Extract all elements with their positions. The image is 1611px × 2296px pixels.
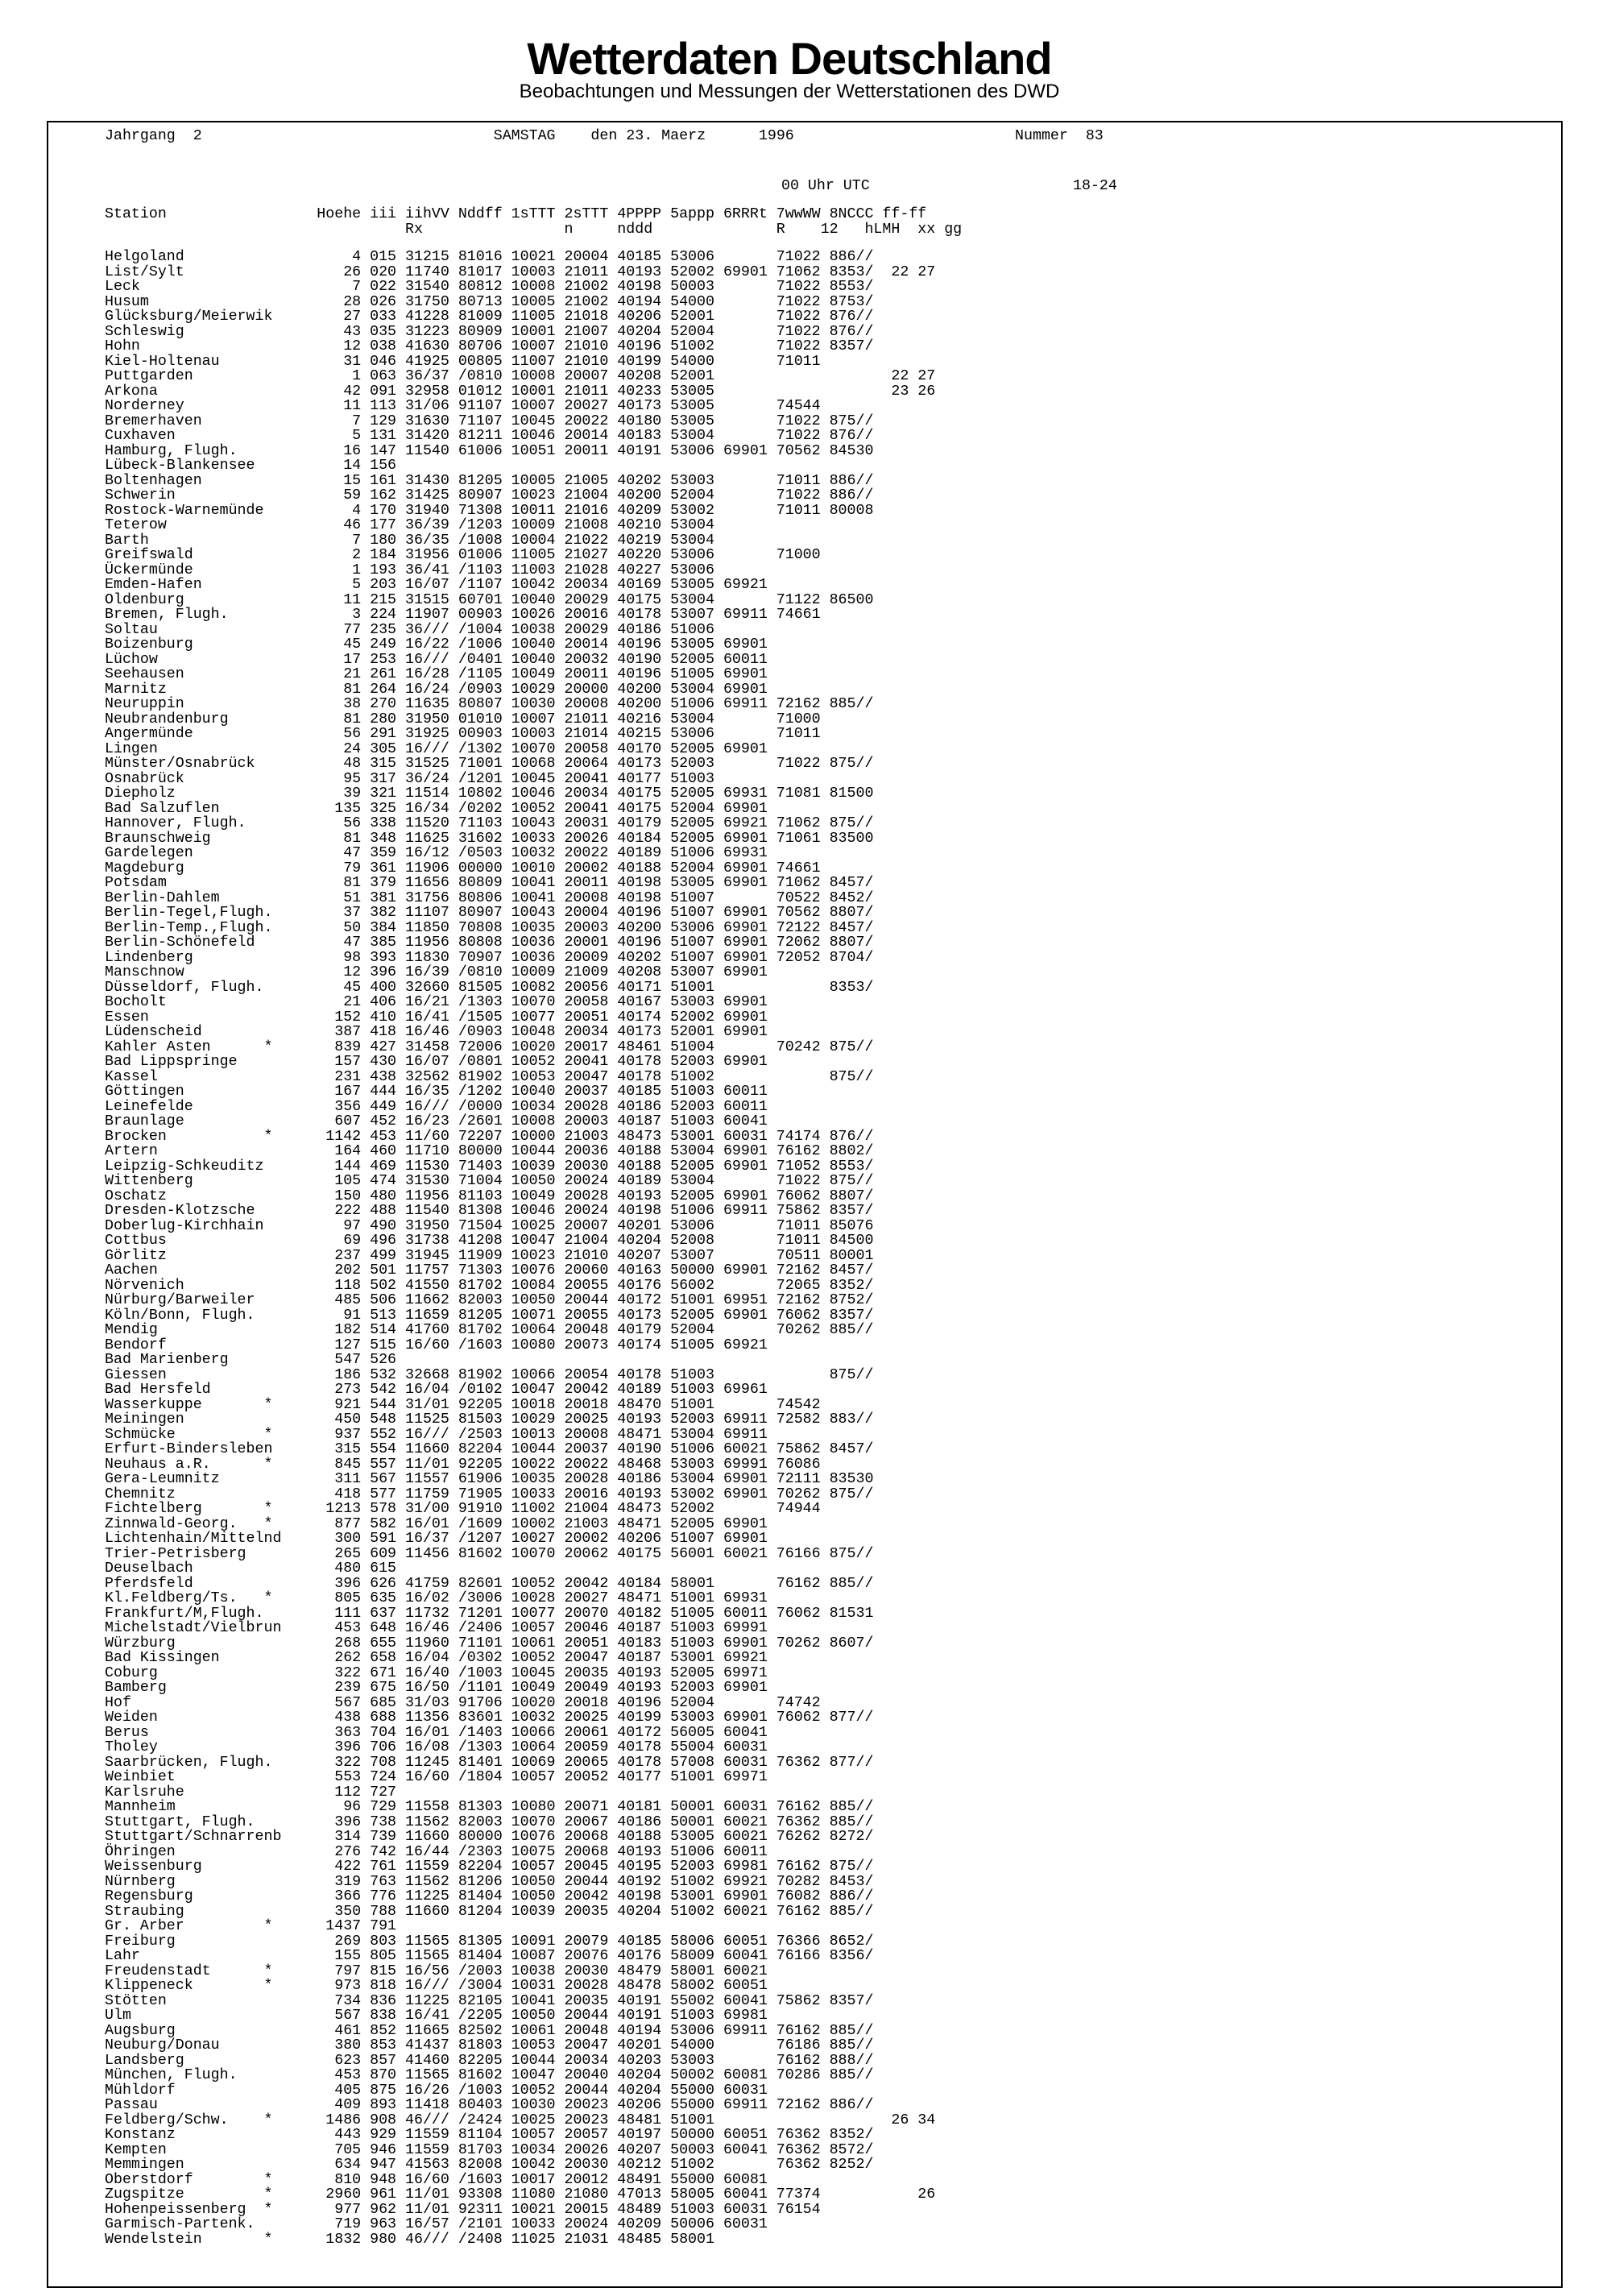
table-row: Straubing 350 788 11660 81204 10039 20035 40204 51002 60021 76162 885// (105, 1903, 874, 1920)
table-row: Tholey 396 706 16/08 /1303 10064 20059 40178 55004 60031 (105, 1739, 768, 1755)
table-row: Lüchow 17 253 16/// /0401 10040 20032 40190 52005 60011 (105, 651, 768, 668)
table-row: Görlitz 237 499 31945 11909 10023 21010 40207 53007 70511 80001 (105, 1247, 874, 1264)
table-row: Lahr 155 805 11565 81404 10087 20076 40176 58009 60041 76166 8356/ (105, 1948, 874, 1964)
table-row: Oberstdorf * 810 948 16/60 /1603 10017 20012 48491 55000 60081 (105, 2171, 768, 2188)
table-row: Weinbiet 553 724 16/60 /1804 10057 20052 40177 51001 69971 (105, 1769, 768, 1785)
table-row: Berus 363 704 16/01 /1403 10066 20061 40172 56005 60041 (105, 1724, 768, 1741)
frame-border-left (47, 121, 48, 2288)
table-row: Diepholz 39 321 11514 10802 10046 20034 40175 52005 69931 71081 81500 (105, 785, 874, 802)
table-row: Puttgarden 1 063 36/37 /0810 10008 20007 40208 52001 22 27 (105, 368, 936, 384)
table-row: Karlsruhe 112 727 (105, 1784, 397, 1801)
date: den 23. Maerz (590, 128, 706, 144)
table-row: Ulm 567 838 16/41 /2205 10050 20044 40191 51003 69981 (105, 2008, 768, 2024)
table-row: Arkona 42 091 32958 01012 10001 21011 40233 53005 23 26 (105, 383, 936, 400)
table-row: Giessen 186 532 32668 81902 10066 20054 40178 51003 875// (105, 1366, 874, 1383)
table-row: Lingen 24 305 16/// /1302 10070 20058 40170 52005 69901 (105, 740, 768, 757)
table-row: Regensburg 366 776 11225 81404 10050 20042 40198 53001 69901 76082 886// (105, 1888, 874, 1904)
table-row: Wendelstein * 1832 980 46/// /2408 11025 21031 48485 58001 (105, 2231, 714, 2248)
table-row: Bremerhaven 7 129 31630 71107 10045 20022 40180 53005 71022 875// (105, 412, 874, 429)
table-row: Oldenburg 11 215 31515 60701 10040 20029 40175 53004 71122 86500 (105, 591, 874, 608)
table-row: Wittenberg 105 474 31530 71004 10050 20024 40189 53004 71022 875// (105, 1173, 874, 1189)
table-row: Pferdsfeld 396 626 41759 82601 10052 20042 40184 58001 76162 885// (105, 1575, 874, 1592)
table-row: Neubrandenburg 81 280 31950 01010 10007 21011 40216 53004 71000 (105, 711, 821, 727)
table-row: Brocken * 1142 453 11/60 72207 10000 21003 48473 53001 60031 74174 876// (105, 1128, 874, 1145)
nummer-value: 83 (1085, 128, 1104, 144)
table-row: Aachen 202 501 11757 71303 10076 20060 40163 50000 69901 72162 8457/ (105, 1262, 874, 1279)
station-table (105, 250, 935, 2247)
table-row: Michelstadt/Vielbrun 453 648 16/46 /2406 10057 20046 40187 51003 69991 (105, 1620, 768, 1636)
column-header-row-2: Rx n nddd R 12 hLMH xx gg (105, 222, 963, 238)
table-row: Essen 152 410 16/41 /1505 10077 20051 40174 52002 69901 (105, 1009, 768, 1026)
table-row: Leipzig-Schkeuditz 144 469 11530 71403 10039 20030 40188 52005 69901 71052 8553/ (105, 1158, 874, 1175)
table-row: Trier-Petrisberg 265 609 11456 81602 10070 20062 40175 56001 60021 76166 875// (105, 1545, 874, 1562)
table-row: Deuselbach 480 615 (105, 1560, 397, 1577)
table-row: Chemnitz 418 577 11759 71905 10033 20016 40193 53002 69901 70262 875// (105, 1486, 874, 1502)
table-row: Lindenberg 98 393 11830 70907 10036 20009 40202 51007 69901 72052 8704/ (105, 949, 874, 966)
table-row: Bremen, Flugh. 3 224 11907 00903 10026 20016 40178 53007 69911 74661 (105, 607, 821, 623)
table-row: Schmücke * 937 552 16/// /2503 10013 20008 48471 53004 69911 (105, 1426, 768, 1443)
table-row: Saarbrücken, Flugh. 322 708 11245 81401 10069 20065 40178 57008 60031 76362 877// (105, 1754, 874, 1771)
table-row: Schwerin 59 162 31425 80907 10023 21004 40200 52004 71022 886// (105, 487, 874, 504)
table-row: Kiel-Holtenau 31 046 41925 00805 11007 21010 40199 54000 71011 (105, 353, 821, 370)
table-row: Frankfurt/M,Flugh. 111 637 11732 71201 10077 20070 40182 51005 60011 76062 81531 (105, 1605, 874, 1622)
table-row: Feldberg/Schw. * 1486 908 46/// /2424 10025 20023 48481 51001 26 34 (105, 2112, 936, 2128)
table-row: Lichtenhain/Mittelnd 300 591 16/37 /1207 10027 20002 40206 51007 69901 (105, 1531, 768, 1547)
table-row: Hohn 12 038 41630 80706 10007 21010 40196 51002 71022 8357/ (105, 338, 874, 354)
table-row: Osnabrück 95 317 36/24 /1201 10045 20041 40177 51003 (105, 770, 714, 787)
table-row: Berlin-Schönefeld 47 385 11956 80808 10036 20001 40196 51007 69901 72062 8807/ (105, 935, 874, 951)
table-row: Weissenburg 422 761 11559 82204 10057 20045 40195 52003 69981 76162 875// (105, 1859, 874, 1875)
table-row: Würzburg 268 655 11960 71101 10061 20051 40183 51003 69901 70262 8607/ (105, 1635, 874, 1652)
table-row: Kl.Feldberg/Ts. * 805 635 16/02 /3006 10028 20027 48471 51001 69931 (105, 1590, 768, 1606)
table-row: Husum 28 026 31750 80713 10005 21002 40194 54000 71022 8753/ (105, 293, 874, 310)
year: 1996 (758, 128, 794, 144)
table-row: Bad Kissingen 262 658 16/04 /0302 10052 20047 40187 53001 69921 (105, 1650, 768, 1666)
table-row: Neuruppin 38 270 11635 80807 10030 20008 40200 51006 69911 72162 885// (105, 696, 874, 712)
table-row: Artern 164 460 11710 80000 10044 20036 40188 53004 69901 76162 8802/ (105, 1143, 874, 1159)
table-row: Nürnberg 319 763 11562 81206 10050 20044 40192 51002 69921 70282 8453/ (105, 1873, 874, 1890)
table-row: Angermünde 56 291 31925 00903 10003 21014 40215 53006 71011 (105, 726, 821, 742)
table-row: Bocholt 21 406 16/21 /1303 10070 20058 40167 53003 69901 (105, 994, 768, 1010)
table-row: Weiden 438 688 11356 83601 10032 20025 40199 53003 69901 76062 877// (105, 1710, 874, 1726)
table-row: Lübeck-Blankensee 14 156 (105, 458, 397, 474)
table-row: Stötten 734 836 11225 82105 10041 20035 40191 55002 60041 75862 8357/ (105, 1992, 874, 2009)
table-row: München, Flugh. 453 870 11565 81602 10047 20040 40204 50002 60081 70286 885// (105, 2067, 874, 2083)
table-row: Bad Salzuflen 135 325 16/34 /0202 10052 20041 40175 52004 69901 (105, 800, 768, 817)
frame-border-bottom (47, 2286, 1563, 2288)
table-row: Düsseldorf, Flugh. 45 400 32660 81505 10082 20056 40171 51001 8353/ (105, 979, 874, 996)
page-title: Wetterdaten Deutschland (527, 33, 1052, 84)
table-row: Mendig 182 514 41760 81702 10064 20048 40179 52004 70262 885// (105, 1322, 874, 1338)
table-row: Seehausen 21 261 16/28 /1105 10049 20011 40196 51005 69901 (105, 666, 768, 682)
table-row: Emden-Hafen 5 203 16/07 /1107 10042 20034 40169 53005 69921 (105, 577, 768, 593)
table-row: Neuburg/Donau 380 853 41437 81803 10053 20047 40201 54000 76186 885// (105, 2037, 874, 2054)
table-row: Kempten 705 946 11559 81703 10034 20026 40207 50003 60041 76362 8572/ (105, 2141, 874, 2158)
table-row: Bamberg 239 675 16/50 /1101 10049 20049 40193 52003 69901 (105, 1680, 768, 1696)
table-row: Potsdam 81 379 11656 80809 10041 20011 40198 53005 69901 71062 8457/ (105, 875, 874, 891)
table-row: Erfurt-Bindersleben 315 554 11660 82204 10044 20037 40190 51006 60021 75862 8457/ (105, 1441, 874, 1457)
table-row: Teterow 46 177 36/39 /1203 10009 21008 40210 53004 (105, 517, 714, 533)
table-row: Leck 7 022 31540 80812 10008 21002 40198 50003 71022 8553/ (105, 279, 874, 295)
table-row: Freiburg 269 803 11565 81305 10091 20079 40185 58006 60051 76366 8652/ (105, 1933, 874, 1950)
column-header-row-1: Station Hoehe iii iihVV Nddff 1sTTT 2sTTT 4PPPP 5appp 6RRRt 7wwWW 8NCCC ff-ff (105, 206, 927, 222)
table-row: Norderney 11 113 31/06 91107 10007 20027 40173 53005 74544 (105, 398, 821, 414)
table-row: Wasserkuppe * 921 544 31/01 92205 10018 20018 48470 51001 74542 (105, 1396, 821, 1413)
observation-time: 00 Uhr UTC (781, 178, 870, 194)
table-row: Gardelegen 47 359 16/12 /0503 10032 20022 40189 51006 69931 (105, 845, 768, 861)
table-row: Bendorf 127 515 16/60 /1603 10080 20073 40174 51005 69921 (105, 1337, 768, 1353)
table-row: Konstanz 443 929 11559 81104 10057 20057 40197 50000 60051 76362 8352/ (105, 2127, 874, 2143)
table-row: Doberlug-Kirchhain 97 490 31950 71504 10025 20007 40201 53006 71011 85076 (105, 1217, 874, 1234)
table-row: Bad Marienberg 547 526 (105, 1352, 397, 1368)
table-row: Helgoland 4 015 31215 81016 10021 20004 40185 53006 71022 886// (105, 249, 874, 265)
table-row: Lüdenscheid 387 418 16/46 /0903 10048 20034 40173 52001 69901 (105, 1024, 768, 1040)
table-row: Kassel 231 438 32562 81902 10053 20047 40178 51002 875// (105, 1068, 874, 1085)
table-row: Glücksburg/Meierwik 27 033 41228 81009 11005 21018 40206 52001 71022 876// (105, 309, 874, 325)
table-row: Landsberg 623 857 41460 82205 10044 20034 40203 53003 76162 888// (105, 2052, 874, 2069)
table-row: Boizenburg 45 249 16/22 /1006 10040 20014 40196 53005 69901 (105, 636, 768, 653)
table-row: Stuttgart, Flugh. 396 738 11562 82003 10070 20067 40186 50001 60021 76362 885// (105, 1813, 874, 1830)
table-row: Cottbus 69 496 31738 41208 10047 21004 40204 52008 71011 84500 (105, 1233, 874, 1249)
table-row: Nörvenich 118 502 41550 81702 10084 20055 40176 56002 72065 8352/ (105, 1277, 874, 1294)
table-row: Leinefelde 356 449 16/// /0000 10034 20028 40186 52003 60011 (105, 1098, 768, 1115)
nummer-label: Nummer (1015, 128, 1068, 144)
table-row: Münster/Osnabrück 48 315 31525 71001 10068 20064 40173 52003 71022 875// (105, 756, 874, 772)
table-row: Greifswald 2 184 31956 01006 11005 21027 40220 53006 71000 (105, 547, 821, 563)
weekday: SAMSTAG (493, 128, 556, 144)
table-row: Garmisch-Partenk. 719 963 16/57 /2101 10033 20024 40209 50006 60031 (105, 2216, 768, 2232)
table-row: Magdeburg 79 361 11906 00000 10010 20002 40188 52004 69901 74661 (105, 860, 821, 877)
table-row: Stuttgart/Schnarrenb 314 739 11660 80000 10076 20068 40188 53005 60021 76262 8272/ (105, 1829, 874, 1845)
table-row: Fichtelberg * 1213 578 31/00 91910 11002 21004 48473 52002 74944 (105, 1501, 821, 1517)
table-row: Göttingen 167 444 16/35 /1202 10040 20037 40185 51003 60011 (105, 1084, 768, 1100)
table-row: Schleswig 43 035 31223 80909 10001 21007 40204 52004 71022 876// (105, 323, 874, 340)
table-row: Mannheim 96 729 11558 81303 10080 20071 40181 50001 60031 76162 885// (105, 1799, 874, 1815)
table-row: Klippeneck * 973 818 16/// /3004 10031 20028 48478 58002 60051 (105, 1978, 768, 1994)
table-row: Gera-Leumnitz 311 567 11557 61906 10035 20028 40186 53004 69901 72111 83530 (105, 1471, 874, 1487)
table-row: Passau 409 893 11418 80403 10030 20023 40206 55000 69911 72162 886// (105, 2097, 874, 2113)
page-subtitle: Beobachtungen und Messungen der Wetterstationen des DWD (519, 81, 1060, 102)
table-row: Kahler Asten * 839 427 31458 72006 10020 20017 48461 51004 70242 875// (105, 1038, 874, 1055)
table-row: Zugspitze * 2960 961 11/01 93308 11080 21080 47013 58005 60041 77374 26 (105, 2186, 936, 2203)
table-row: Neuhaus a.R. * 845 557 11/01 92205 10022 20022 48468 53003 69991 76086 (105, 1456, 821, 1473)
table-row: Manschnow 12 396 16/39 /0810 10009 21009 40208 53007 69901 (105, 964, 768, 980)
table-row: Boltenhagen 15 161 31430 81205 10005 21005 40202 53003 71011 886// (105, 472, 874, 489)
table-row: Nürburg/Barweiler 485 506 11662 82003 10050 20044 40172 51001 69951 72162 8752/ (105, 1292, 874, 1308)
table-row: Braunlage 607 452 16/23 /2601 10008 20003 40187 51003 60041 (105, 1113, 768, 1129)
table-row: Dresden-Klotzsche 222 488 11540 81308 10046 20024 40198 51006 69911 75862 8357/ (105, 1203, 874, 1219)
table-row: Berlin-Dahlem 51 381 31756 80806 10041 20008 40198 51007 70522 8452/ (105, 889, 874, 906)
table-row: Hof 567 685 31/03 91706 10020 20018 40196 52004 74742 (105, 1694, 821, 1711)
table-row: Rostock-Warnemünde 4 170 31940 71308 10011 21016 40209 53002 71011 80008 (105, 502, 874, 519)
table-row: Bad Lippspringe 157 430 16/07 /0801 10052 20041 40178 52003 69901 (105, 1054, 768, 1070)
jahrgang-label: Jahrgang (105, 128, 176, 144)
table-row: Hohenpeissenberg * 977 962 11/01 92311 10021 20015 48489 51003 60031 76154 (105, 2201, 821, 2218)
table-row: Zinnwald-Georg. * 877 582 16/01 /1609 10002 21003 48471 52005 69901 (105, 1515, 768, 1532)
table-row: Bad Hersfeld 273 542 16/04 /0102 10047 20042 40189 51003 69961 (105, 1382, 768, 1398)
table-row: Cuxhaven 5 131 31420 81211 10046 20014 40183 53004 71022 876// (105, 428, 874, 444)
meta-row (105, 129, 1104, 144)
frame-border-top (47, 121, 1563, 122)
table-row: Augsburg 461 852 11665 82502 10061 20048 40194 53006 69911 76162 885// (105, 2022, 874, 2039)
table-row: Mühldorf 405 875 16/26 /1003 10052 20044 40204 55000 60031 (105, 2082, 768, 2099)
table-row: Marnitz 81 264 16/24 /0903 10029 20000 40200 53004 69901 (105, 681, 768, 698)
table-row: Freudenstadt * 797 815 16/56 /2003 10038 20030 48479 58001 60021 (105, 1962, 768, 1979)
table-row: Barth 7 180 36/35 /1008 10004 21022 40219 53004 (105, 532, 714, 549)
frame-border-right (1561, 121, 1563, 2288)
table-row: Berlin-Temp.,Flugh. 50 384 11850 70808 10035 20003 40200 53006 69901 72122 8457/ (105, 919, 874, 936)
table-row: Memmingen 634 947 41563 82008 10042 20030 40212 51002 76362 8252/ (105, 2157, 874, 2173)
period-time: 18-24 (1073, 178, 1117, 194)
jahrgang-value: 2 (193, 128, 202, 144)
table-row: Hamburg, Flugh. 16 147 11540 61006 10051 20011 40191 53006 69901 70562 84530 (105, 442, 874, 459)
table-row: Köln/Bonn, Flugh. 91 513 11659 81205 10071 20055 40173 52005 69901 76062 8357/ (105, 1307, 874, 1324)
table-row: Oschatz 150 480 11956 81103 10049 20028 40193 52005 69901 76062 8807/ (105, 1187, 874, 1204)
table-row: Gr. Arber * 1437 791 (105, 1918, 397, 1934)
table-row: Ückermünde 1 193 36/41 /1103 11003 21028 40227 53006 (105, 562, 714, 578)
table-row: Braunschweig 81 348 11625 31602 10033 20026 40184 52005 69901 71061 83500 (105, 830, 874, 847)
table-row: Soltau 77 235 36/// /1004 10038 20029 40186 51006 (105, 621, 714, 638)
table-row: Coburg 322 671 16/40 /1003 10045 20035 40193 52005 69971 (105, 1664, 768, 1681)
table-row: Meiningen 450 548 11525 81503 10029 20025 40193 52003 69911 72582 883// (105, 1411, 874, 1428)
table-row: Öhringen 276 742 16/44 /2303 10075 20068 40193 51006 60011 (105, 1843, 768, 1860)
table-row: List/Sylt 26 020 11740 81017 10003 21011 40193 52002 69901 71062 8353/ 22 27 (105, 263, 936, 280)
table-row: Hannover, Flugh. 56 338 11520 71103 10043 20031 40179 52005 69921 71062 875// (105, 815, 874, 831)
table-row: Berlin-Tegel,Flugh. 37 382 11107 80907 10043 20004 40196 51007 69901 70562 8807/ (105, 905, 874, 921)
